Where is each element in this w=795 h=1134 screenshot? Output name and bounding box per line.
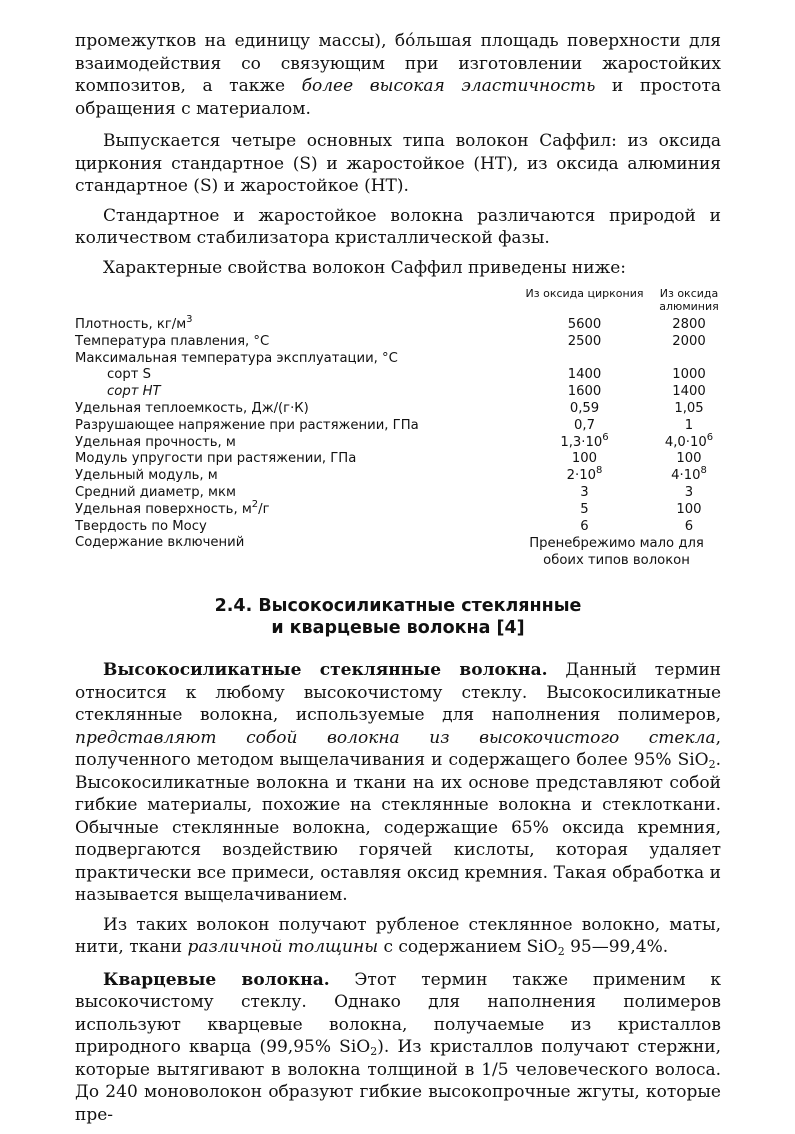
table-body: [75, 314, 721, 535]
inclusions-label: Содержание включений: [75, 535, 245, 551]
row-label: Плотность, $кг/м^3$: [75, 314, 193, 332]
value-zirconia: [512, 351, 657, 368]
table-row-inclusions: [75, 535, 721, 569]
value-zirconia: $2\cdot 10^8$: [566, 465, 603, 484]
value-zirconia: 5600: [567, 317, 602, 332]
table-row: [75, 451, 721, 468]
column-header-zirconia: Из оксида циркония: [525, 287, 644, 300]
value-zirconia: 6: [580, 518, 589, 534]
column-header-alumina: Из оксида алюминия: [659, 287, 719, 313]
row-label: Температура плавления, °С: [75, 333, 270, 349]
value-alumina: 1: [684, 417, 694, 433]
inclusions-value: Пренебрежимо мало для обоих типов волокон: [529, 536, 704, 569]
row-label: Твердость по Мосу: [75, 518, 207, 534]
properties-table: [75, 287, 721, 569]
paragraph-quartz: Кварцевые волокна. Этот термин также применим к высокочистому стеклу. Однако для наполнения полимеров используют кварцевые волокна, получаемые из кристаллов природного кварца (99,95% SiO$_2$). Из кристаллов получают стержни, которые вытягивают в волокна толщиной в 1/5 человеческого волоса. До 240 моноволокон образуют гибкие высокопрочные жгуты, которые пре-: [75, 969, 721, 1125]
value-zirconia: 5: [580, 501, 589, 517]
value-alumina: 100: [676, 451, 702, 467]
row-label: сорт HT: [107, 384, 161, 400]
table-row: [75, 502, 721, 519]
table-row: [75, 334, 721, 351]
value-alumina: 1000: [672, 367, 706, 383]
row-label: Модуль упругости при растяжении, ГПа: [75, 451, 357, 467]
value-zirconia: 0,7: [574, 417, 595, 433]
value-alumina: 100: [676, 501, 702, 517]
table-row: [75, 401, 721, 418]
value-zirconia: 100: [571, 451, 598, 467]
table-row: [75, 418, 721, 435]
table-row: [75, 435, 721, 452]
row-label: сорт S: [107, 367, 151, 383]
paragraph-fiber-types: Выпускается четыре основных типа волокон Саффил: из оксида циркония стандартное (S) и жаростойкое (HT), из оксида алюминия стандартное (S) и жаростойкое (HT).: [75, 131, 721, 196]
table-row: [75, 468, 721, 485]
value-alumina: 2800: [672, 317, 706, 332]
table-row: [75, 384, 721, 401]
row-label: Удельная поверхность, $м^2/г$: [75, 498, 270, 517]
paragraph-stabilizer: Стандартное и жаростойкое волокна различаются природой и количеством стабилизатора кристаллической фазы.: [75, 205, 721, 248]
table-row: [75, 519, 721, 536]
value-alumina: 2000: [672, 333, 706, 349]
value-zirconia: 0,59: [569, 400, 600, 416]
value-alumina: $4,0\cdot 10^6$: [664, 431, 714, 450]
row-label: Максимальная температура эксплуатации, °С: [75, 350, 398, 366]
value-zirconia: 3: [580, 484, 589, 500]
value-alumina: 3: [684, 484, 694, 500]
value-zirconia: 1400: [567, 367, 602, 383]
row-label: Удельная теплоемкость, Дж/(г·К): [75, 400, 309, 416]
value-alumina: 1400: [672, 384, 706, 400]
paragraph-products: Из таких волокон получают рубленое стеклянное волокно, маты, нити, ткани различной толщины с содержанием SiO$_2$ 95—99,4%.: [75, 914, 721, 959]
table-row: [75, 317, 721, 334]
paragraph-intro-continuation: промежутков на единицу массы), бо́льшая площадь поверхности для взаимодействия со связующим при изготовлении жаростойких композитов, а также более высокая эластичность и простота обращения с материалом.: [75, 31, 721, 119]
value-zirconia: 2500: [567, 333, 602, 349]
row-label: Удельная прочность, м: [75, 434, 236, 450]
table-row: [75, 367, 721, 384]
table-row: [75, 351, 721, 368]
table-row: [75, 485, 721, 502]
value-alumina: 6: [684, 518, 694, 534]
paragraph-table-intro: Характерные свойства волокон Саффил приведены ниже:: [103, 257, 627, 278]
value-alumina: 1,05: [674, 400, 704, 416]
row-label: Разрушающее напряжение при растяжении, ГПа: [75, 417, 419, 433]
table-header-row: [75, 287, 721, 317]
value-zirconia: 1600: [567, 384, 602, 400]
row-label: Средний диаметр, мкм: [75, 484, 236, 500]
paragraph-high-silica: Высокосиликатные стеклянные волокна. Данный термин относится к любому высокочистому стеклу. Высокосиликатные стеклянные волокна, используемые для наполнения полимеров, представляют собой волокна из высокочистого стекла, полученного методом выщелачивания и содержащего более 95% SiO$_2$. Высокосиликатные волокна и ткани на их основе представляют собой гибкие материалы, похожие на стеклянные волокна и стеклоткани. Обычные стеклянные волокна, содержащие 65% оксида кремния, подвергаются воздействию горячей кислоты, которая удаляет практически все примеси, оставляя оксид кремния. Такая обработка и называется выщелачиванием.: [75, 660, 721, 906]
value-alumina: [657, 351, 721, 368]
section-heading: 2.4. Высокосиликатные стеклянные и кварцевые волокна [4]: [214, 596, 582, 639]
row-label: Удельный модуль, м: [75, 468, 218, 484]
value-zirconia: $1,3\cdot 10^6$: [560, 431, 609, 450]
value-alumina: $4\cdot 10^8$: [671, 465, 707, 484]
